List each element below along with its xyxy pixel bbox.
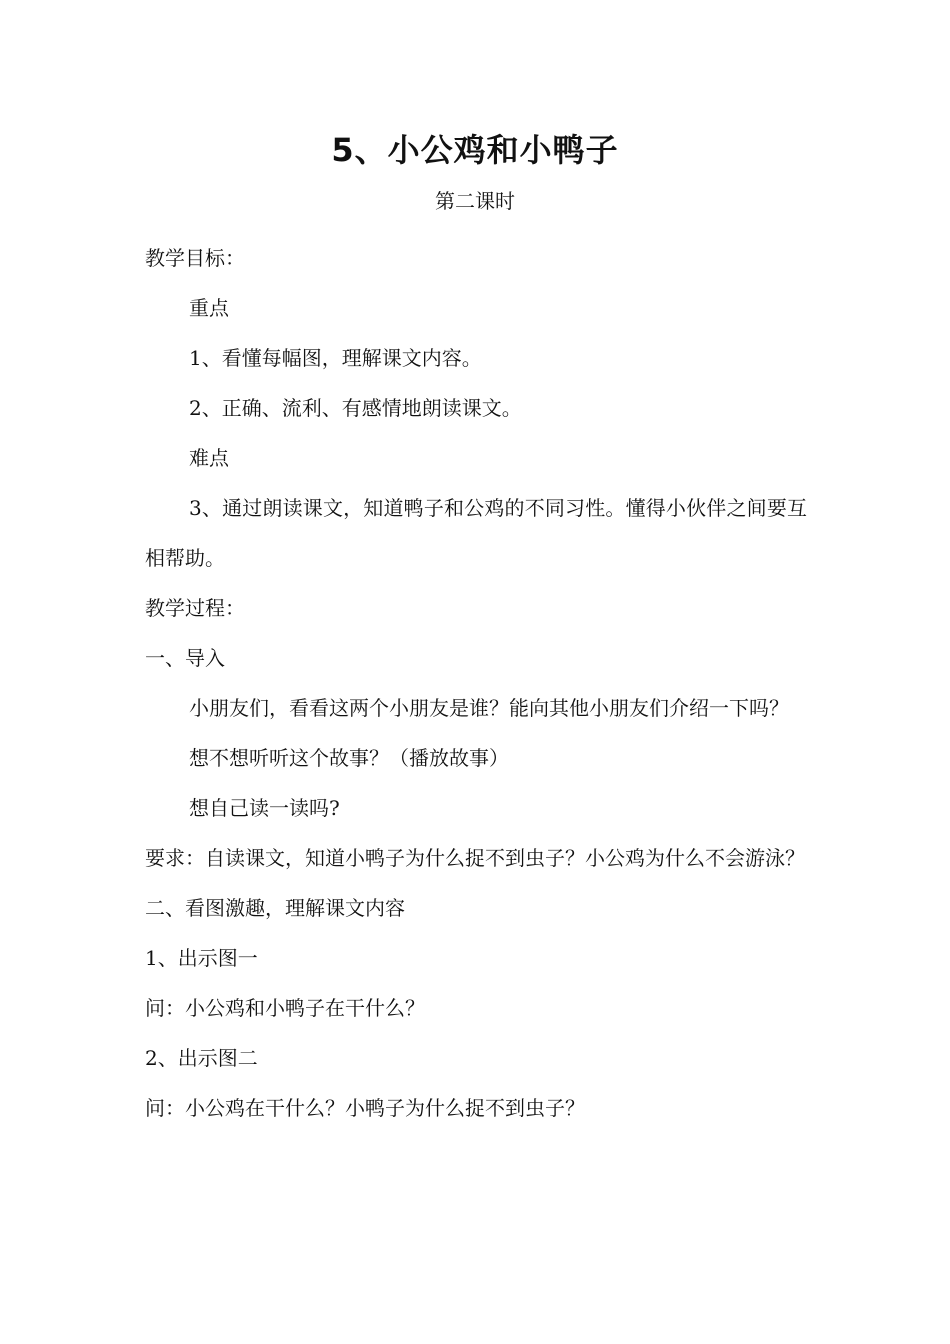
paragraph-section-2-heading: 二、看图激趣，理解课文内容 — [145, 896, 405, 920]
paragraph-difficulty-heading: 难点 — [189, 446, 229, 470]
paragraph-goal-2: 2、正确、流利、有感情地朗读课文。 — [189, 396, 522, 420]
paragraph-teaching-process-heading: 教学过程： — [145, 596, 245, 620]
paragraph-teaching-goals-heading: 教学目标： — [145, 246, 245, 270]
paragraph-requirement: 要求：自读课文，知道小鸭子为什么捉不到虫子？小公鸡为什么不会游泳？ — [145, 846, 805, 870]
paragraph-read-question: 想自己读一读吗? — [189, 796, 340, 820]
paragraph-intro-question: 小朋友们，看看这两个小朋友是谁？能向其他小朋友们介绍一下吗？ — [189, 696, 789, 720]
paragraph-section-1-heading: 一、导入 — [145, 646, 225, 670]
paragraph-question-2: 问：小公鸡在干什么？小鸭子为什么捉不到虫子？ — [145, 1096, 585, 1120]
lesson-body — [145, 233, 807, 1133]
paragraph-show-picture-1: 1、出示图一 — [145, 946, 258, 970]
paragraph-question-1: 问：小公鸡和小鸭子在干什么？ — [145, 996, 425, 1020]
paragraph-goal-1: 1、看懂每幅图，理解课文内容。 — [189, 346, 482, 370]
paragraph-goal-3: 3、通过朗读课文，知道鸭子和公鸡的不同习性。懂得小伙伴之间要互相帮助。 — [145, 496, 807, 570]
lesson-subtitle: 第二课时 — [435, 189, 515, 213]
paragraph-story-question: 想不想听听这个故事？（播放故事） — [189, 746, 509, 770]
paragraph-key-points-heading: 重点 — [189, 296, 229, 320]
paragraph-show-picture-2: 2、出示图二 — [145, 1046, 258, 1070]
lesson-title: 5、小公鸡和小鸭子 — [331, 131, 619, 169]
